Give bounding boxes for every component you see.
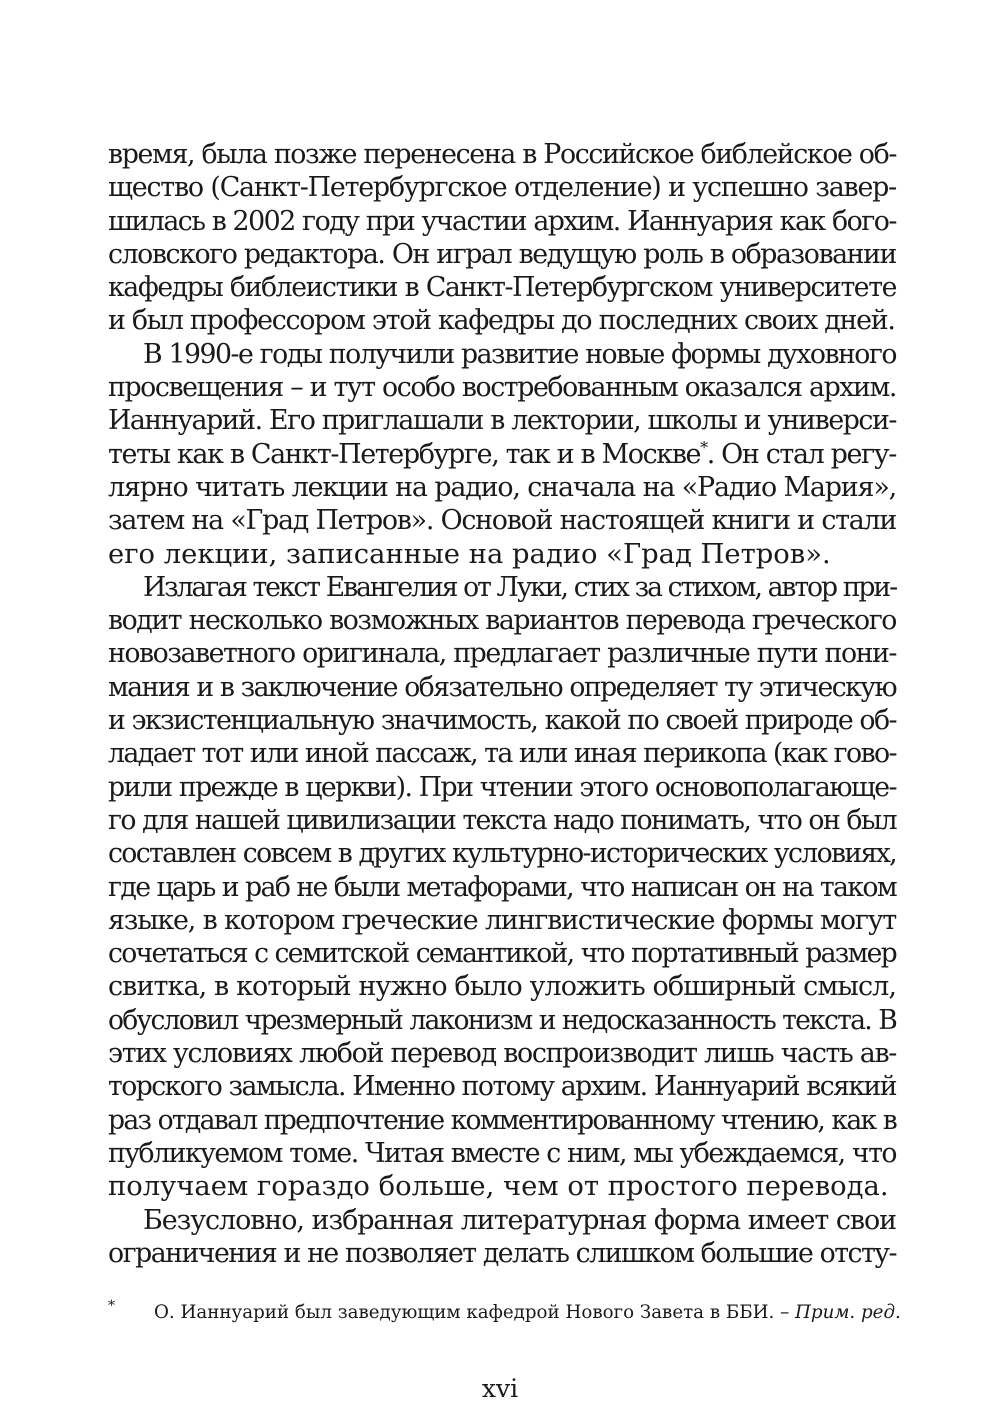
text-line: и был профессором этой кафедры до последних своих дней. bbox=[108, 305, 895, 337]
text-line: просвещения – и тут особо востребованным оказался архим. bbox=[108, 372, 896, 404]
editor-note: Прим. ред. bbox=[795, 1302, 901, 1323]
text-line: составлен совсем в других культурно-исторических условиях, bbox=[108, 838, 896, 870]
text-line: ладает тот или иной пассаж, та или иная перикопа (как гово- bbox=[108, 738, 896, 770]
text-segment: теты как в Санкт-Петербурге, так и в Москве bbox=[108, 438, 701, 470]
paragraph-1 bbox=[108, 138, 896, 338]
text-segment: . Он стал регу- bbox=[706, 438, 896, 470]
text-line: Излагая текст Евангелия от Луки, стих за стихом, автор при- bbox=[143, 571, 896, 603]
text-line: новозаветного оригинала, предлагает различные пути пони- bbox=[108, 638, 896, 670]
text-line: языке, в котором греческие лингвистические формы могут bbox=[108, 904, 896, 936]
text-line: ограничения и не позволяет делать слишком большие отсту- bbox=[108, 1237, 896, 1269]
text-line: публикуемом томе. Читая вместе с ним, мы убеждаемся, что bbox=[108, 1137, 896, 1169]
text-line: В 1990-е годы получили развитие новые формы духовного bbox=[143, 338, 896, 370]
text-line: мания и в заключение обязательно определяет ту этическую bbox=[108, 671, 896, 703]
text-line: Ианнуарий. Его приглашали в лектории, школы и универси- bbox=[108, 405, 896, 437]
text-line: рили прежде в церкви). При чтении этого основополагающе- bbox=[108, 771, 896, 803]
text-line: свитка, в который нужно было уложить обширный смысл, bbox=[108, 971, 896, 1003]
text-line: водит несколько возможных вариантов перевода греческого bbox=[108, 605, 896, 637]
text-line: шилась в 2002 году при участии архим. Ианнуария как бого- bbox=[108, 205, 896, 237]
text-line: и экзистенциальную значимость, какой по своей природе об- bbox=[108, 705, 896, 737]
text-line: кафедры библеистики в Санкт-Петербургском университете bbox=[108, 272, 896, 304]
text-line: раз отдавал предпочтение комментированному чтению, как в bbox=[108, 1104, 896, 1136]
text-line: щество (Санкт-Петербургское отделение) и успешно завер- bbox=[108, 172, 896, 204]
text-line: сочетаться с семитской семантикой, что портативный размер bbox=[108, 938, 896, 970]
text-line: затем на «Град Петров». Основой настоящей книги и стали bbox=[108, 505, 896, 537]
text-line: где царь и раб не были метафорами, что написан он на таком bbox=[108, 871, 896, 903]
paragraph-3 bbox=[108, 571, 896, 1204]
page-number: xvi bbox=[481, 1374, 519, 1403]
text-line: время, была позже перенесена в Российское библейское об- bbox=[108, 139, 896, 170]
text-line: лярно читать лекции на радио, сначала на «Радио Мария», bbox=[108, 471, 896, 503]
body-text bbox=[108, 138, 896, 1270]
text-line: обусловил чрезмерный лаконизм и недосказанность текста. В bbox=[108, 1004, 896, 1036]
text-line: го для нашей цивилизации текста надо понимать, что он был bbox=[108, 804, 896, 836]
footnote-reference[interactable]: * bbox=[700, 437, 707, 457]
text-line-with-footnote-ref bbox=[108, 438, 896, 471]
text-line: Безусловно, избранная литературная форма имеет свои bbox=[143, 1204, 896, 1236]
paragraph-4 bbox=[108, 1204, 896, 1271]
text-line: получаем гораздо больше, чем от простого перевода. bbox=[108, 1171, 889, 1203]
footnote-text: О. Ианнуарий был заведующим кафедрой Нового Завета в ББИ. – bbox=[154, 1302, 796, 1323]
paragraph-2 bbox=[108, 338, 896, 571]
text-line: его лекции, записанные на радио «Град Петров». bbox=[108, 538, 831, 570]
footnote: * О. Ианнуарий был заведующим кафедрой Нового Завета в ББИ. – Прим. ред. bbox=[108, 1298, 901, 1323]
text-line: торского замысла. Именно потому архим. Ианнуарий всякий bbox=[108, 1071, 896, 1103]
text-line: этих условиях любой перевод воспроизводит лишь часть ав- bbox=[108, 1038, 896, 1070]
text-line: словского редактора. Он играл ведущую роль в образовании bbox=[108, 238, 896, 270]
